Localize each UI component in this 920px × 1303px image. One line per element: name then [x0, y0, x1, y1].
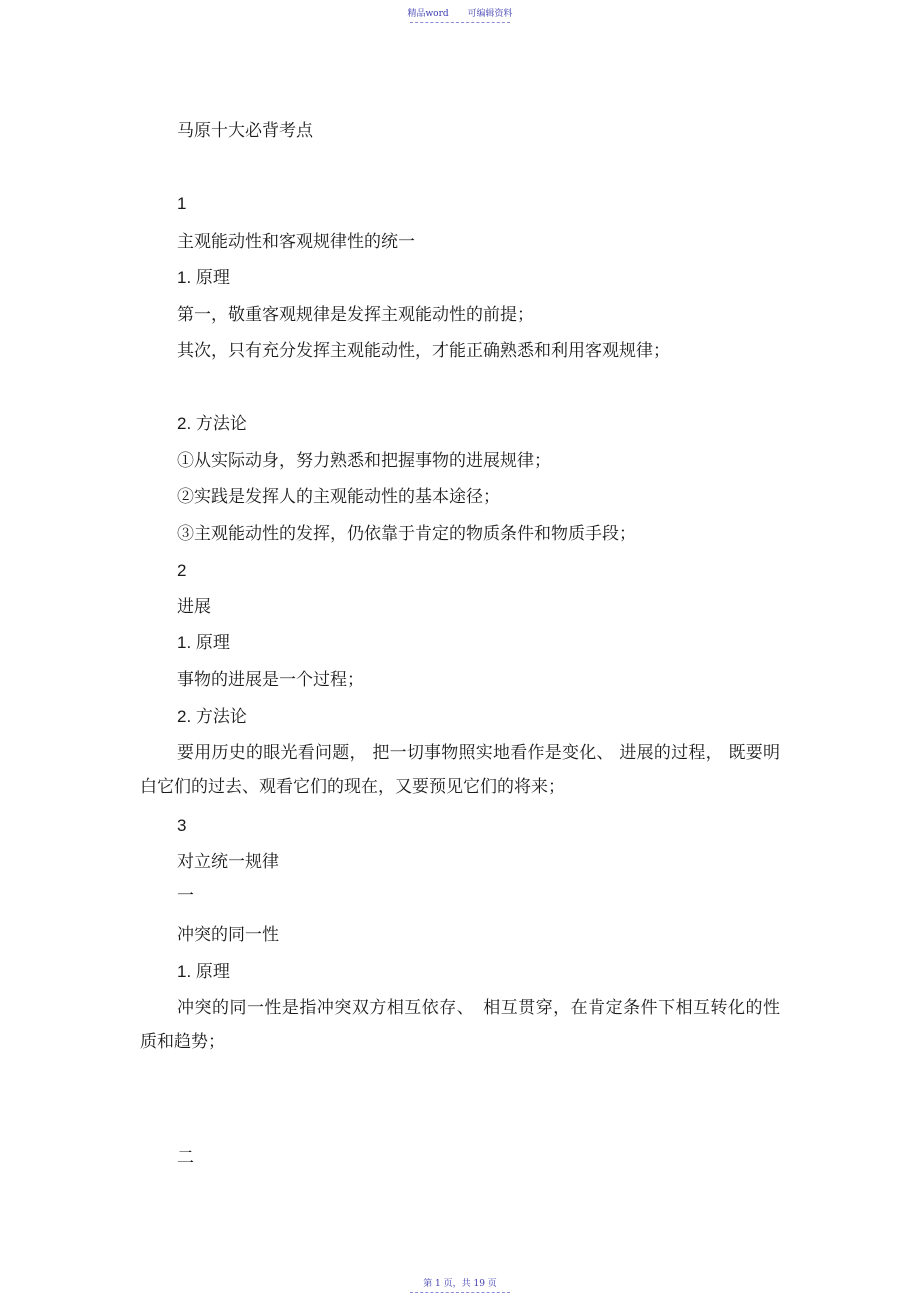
section-3-sub-1-number: 一 [177, 886, 194, 906]
section-3-sub-1-text: 冲突的同一性是指冲突双方相互依存、 相互贯穿，在肯定条件下相互转化的性质和趋势； [140, 998, 780, 1052]
header-left-text: 精品word [407, 9, 449, 19]
section-2-principle-label: 1. 原理 [177, 633, 230, 652]
section-3-heading: 对立统一规律 [177, 852, 279, 872]
section-1-method-line-2: ②实践是发挥人的主观能动性的基本途径； [177, 487, 500, 507]
header-divider [410, 22, 510, 23]
section-1-method-line-1: ①从实际动身，努力熟悉和把握事物的进展规律； [177, 451, 551, 471]
section-1-method-label: 2. 方法论 [177, 414, 247, 433]
section-1-principle-line-1: 第一，敬重客观规律是发挥主观能动性的前提； [177, 305, 534, 325]
section-1-number: 1 [177, 194, 187, 213]
section-3-sub-2-number: 二 [177, 1148, 194, 1168]
section-2-method-label: 2. 方法论 [177, 707, 247, 726]
header-right-text: 可编辑资料 [467, 9, 513, 19]
section-3-number: 3 [177, 816, 187, 835]
section-3-sub-1-heading: 冲突的同一性 [177, 925, 279, 945]
section-1-principle-line-2: 其次，只有充分发挥主观能动性，才能正确熟悉和利用客观规律； [177, 341, 670, 361]
section-1-method-line-3: ③主观能动性的发挥，仍依靠于肯定的物质条件和物质手段； [177, 524, 636, 544]
page-header [0, 6, 920, 23]
section-2-heading: 进展 [177, 597, 211, 617]
document-title: 马原十大必背考点 [177, 121, 313, 141]
section-1-principle-label: 1. 原理 [177, 268, 230, 287]
section-2-principle-text: 事物的进展是一个过程； [177, 670, 364, 690]
page-footer [0, 1276, 920, 1293]
footer-divider [410, 1292, 510, 1293]
section-1-heading: 主观能动性和客观规律性的统一 [177, 232, 415, 252]
section-2-number: 2 [177, 561, 187, 580]
page-number-text: 第 1 页，共 19 页 [423, 1279, 497, 1289]
section-2-method-text: 要用历史的眼光看问题， 把一切事物照实地看作是变化、 进展的过程， 既要明白它们的过去、观看它们的现在，又要预见它们的将来； [140, 743, 780, 797]
section-3-sub-1-label: 1. 原理 [177, 962, 230, 981]
